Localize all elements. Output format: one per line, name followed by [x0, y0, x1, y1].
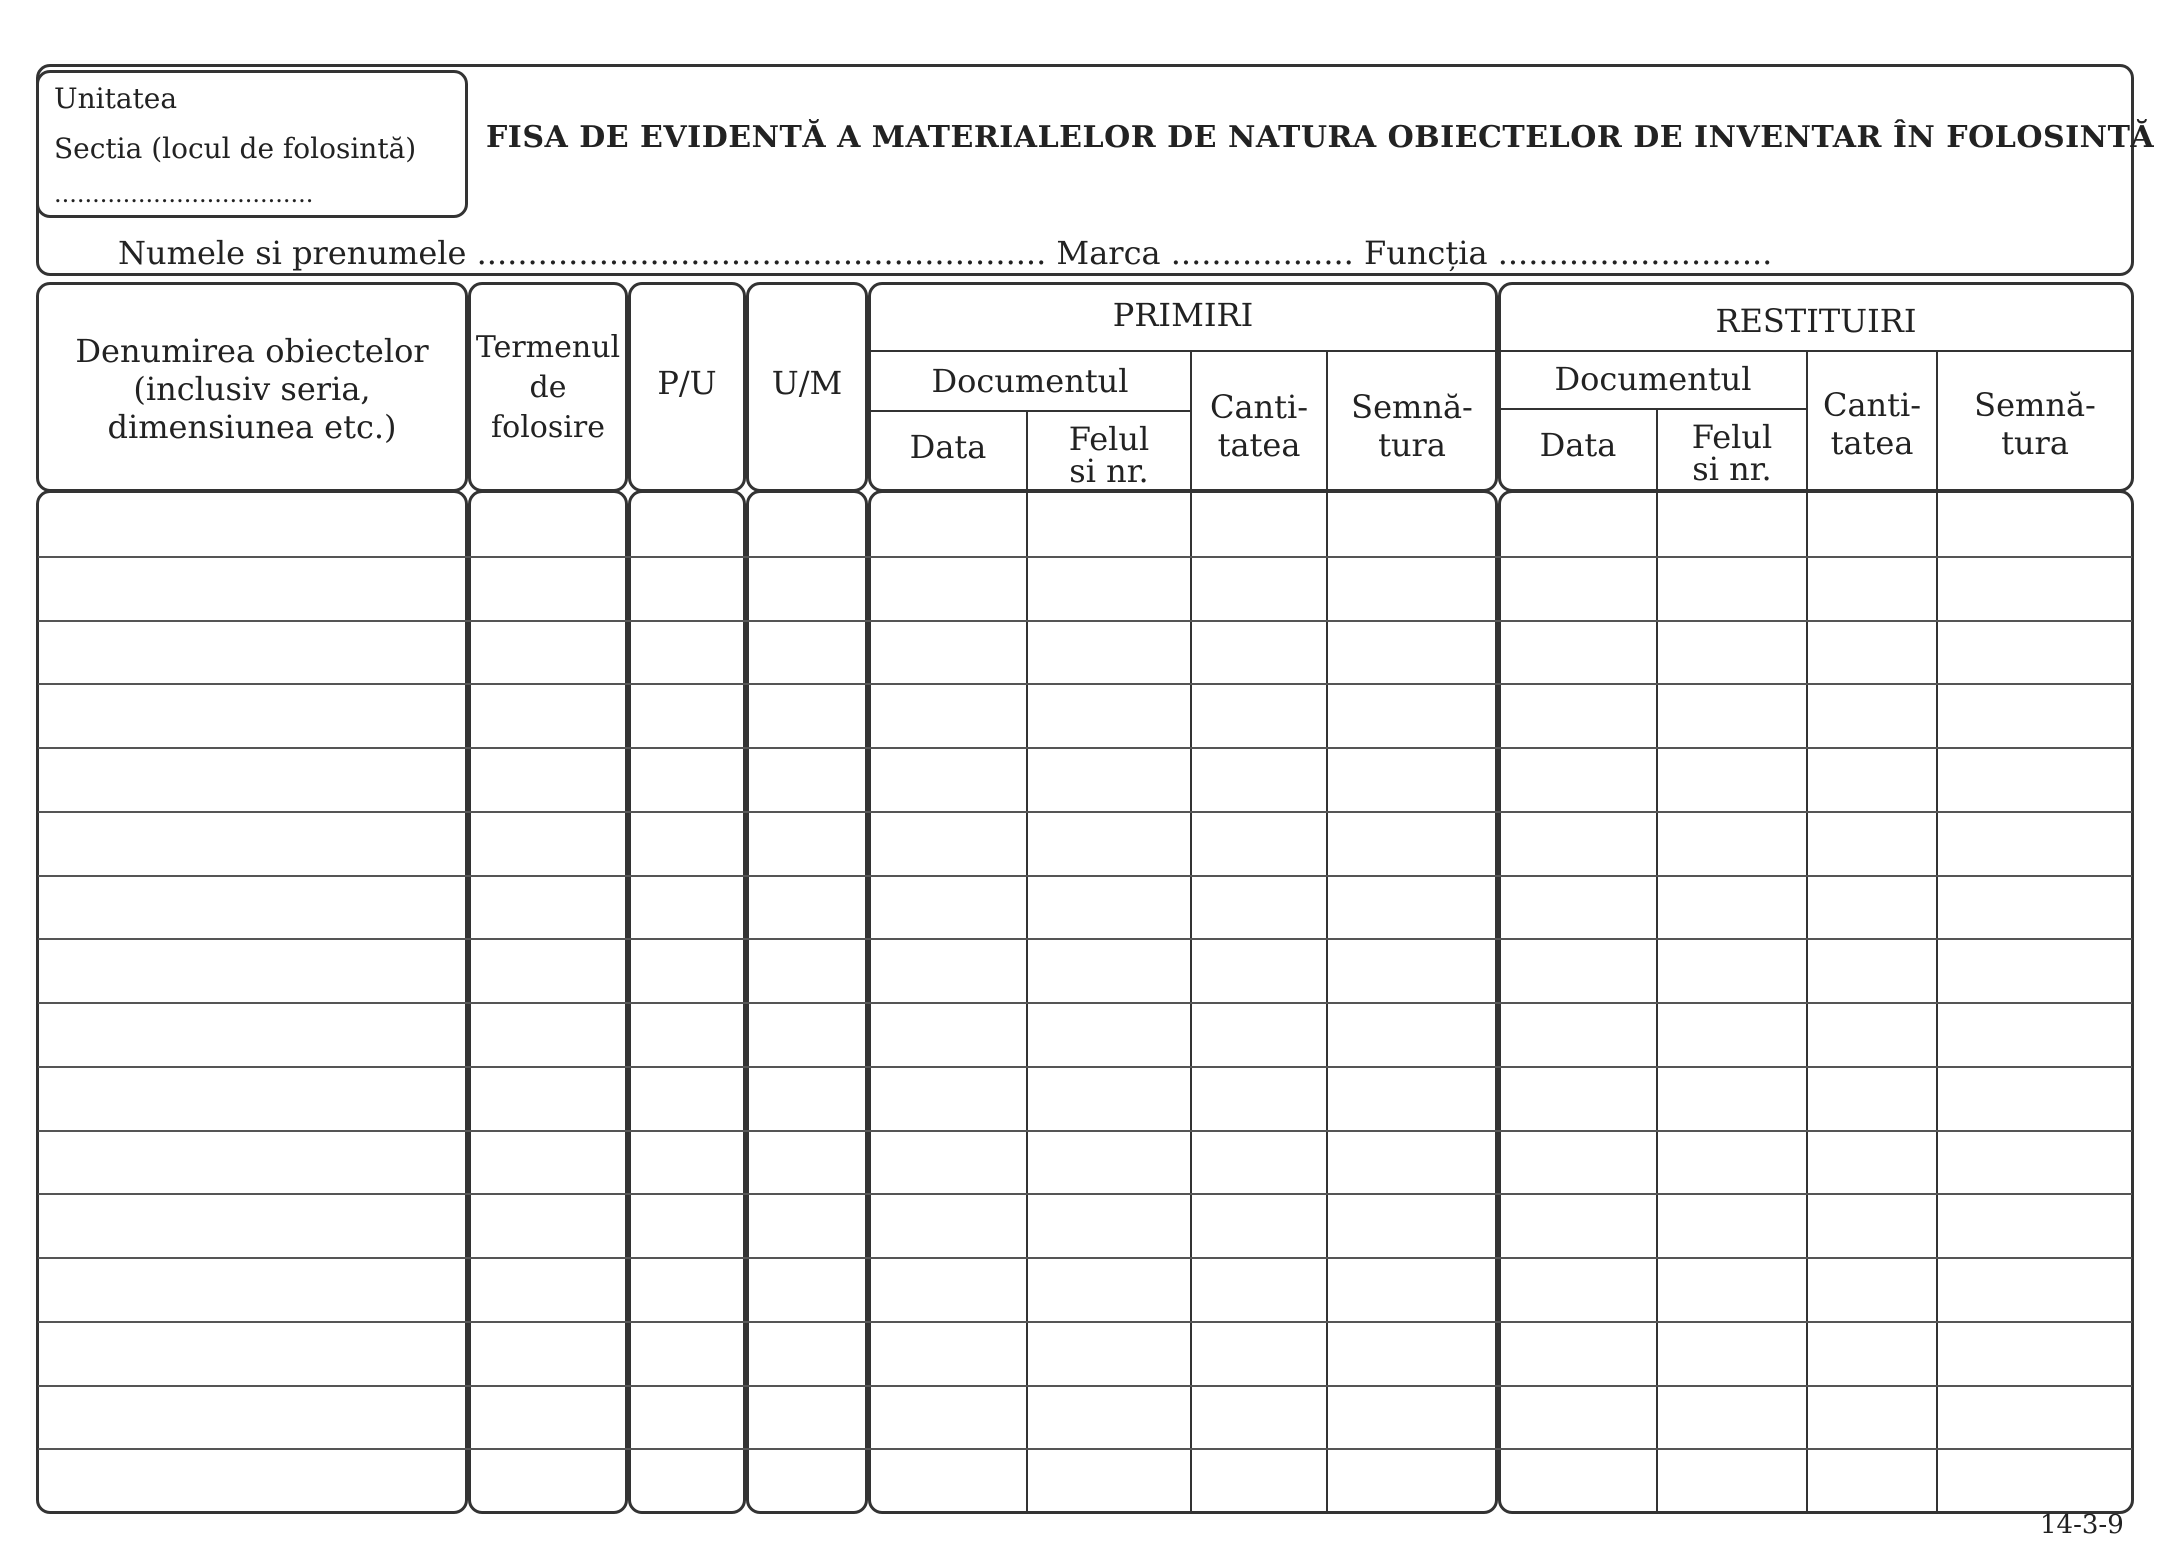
table-row-line	[38, 620, 2132, 622]
section-label: Sectia (locul de folosintă)	[54, 132, 417, 165]
col-name-line-2: (inclusiv seria,	[133, 370, 371, 408]
restituiri-doc-line	[1500, 408, 1806, 410]
col-name-line-1: Denumirea obiectelor	[75, 332, 429, 370]
form-code: 14-3-9	[2040, 1510, 2124, 1540]
table-row-line	[38, 1257, 2132, 1259]
table-row-line	[38, 1066, 2132, 1068]
table-row-line	[38, 683, 2132, 685]
table-row-line	[38, 1193, 2132, 1195]
primiri-document: Documentul	[931, 362, 1129, 400]
col-term-line-2: de	[529, 370, 567, 405]
restituiri-data: Data	[1539, 426, 1617, 464]
primiri-felul-1: Felul	[1068, 420, 1150, 458]
table-row-line	[38, 1448, 2132, 1450]
name-line[interactable]: Numele si prenumele ........................................................ Marca .................. Funcția ...........................	[118, 234, 1773, 272]
primiri-cantitatea-1: Canti-	[1209, 388, 1309, 426]
primiri-doc-line	[870, 410, 1190, 412]
table-row-line	[38, 1002, 2132, 1004]
restituiri-felul-1: Felul	[1691, 418, 1773, 456]
section-field[interactable]: ..................................	[54, 180, 314, 208]
restituiri-title: RESTITUIRI	[1715, 302, 1917, 340]
unit-label: Unitatea	[54, 82, 178, 115]
primiri-title: PRIMIRI	[1112, 296, 1254, 334]
table-row-line	[38, 556, 2132, 558]
table-row-line	[38, 1130, 2132, 1132]
form-title: FISA DE EVIDENTĂ A MATERIALELOR DE NATURA OBIECTELOR DE INVENTAR ÎN FOLOSINTĂ	[486, 120, 2155, 155]
restituiri-cantitatea-1: Canti-	[1822, 386, 1922, 424]
restituiri-cantitatea-2: tatea	[1830, 424, 1914, 462]
primiri-cantitatea-2: tatea	[1217, 426, 1301, 464]
table-row-line	[38, 875, 2132, 877]
table-row-line	[38, 1321, 2132, 1323]
primiri-data: Data	[909, 428, 987, 466]
table-row-line	[38, 811, 2132, 813]
primiri-semnatura-2: tura	[1378, 426, 1446, 464]
col-term-line-1: Termenul	[475, 330, 621, 365]
restituiri-title-line	[1500, 350, 2132, 352]
table-row-line	[38, 938, 2132, 940]
restituiri-felul-2: si nr.	[1692, 450, 1772, 488]
table-row-line	[38, 747, 2132, 749]
restituiri-semnatura-2: tura	[2001, 424, 2069, 462]
restituiri-document: Documentul	[1554, 360, 1752, 398]
primiri-title-line	[870, 350, 1496, 352]
table-row-line	[38, 1385, 2132, 1387]
col-um-label: U/M	[771, 364, 843, 402]
col-term-line-3: folosire	[491, 410, 605, 445]
restituiri-semnatura-1: Semnă-	[1974, 386, 2096, 424]
primiri-semnatura-1: Semnă-	[1351, 388, 1473, 426]
col-pu-label: P/U	[657, 364, 717, 402]
primiri-felul-2: si nr.	[1069, 452, 1149, 490]
col-name-line-3: dimensiunea etc.)	[107, 408, 397, 446]
